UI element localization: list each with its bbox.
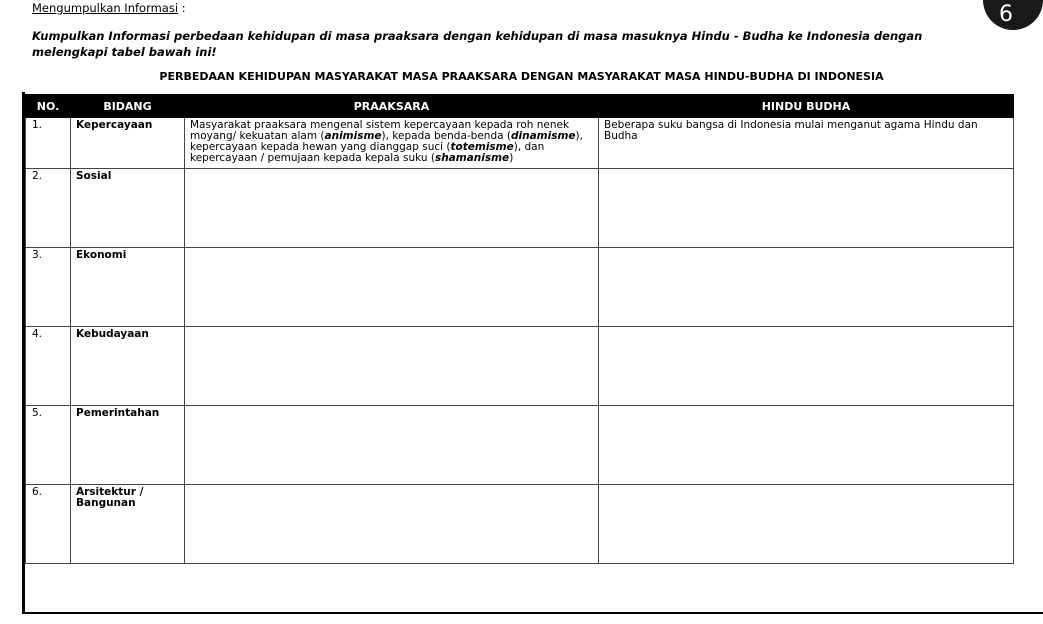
table-row <box>26 485 1014 564</box>
row-praaksara[interactable] <box>185 327 599 406</box>
row-bidang: Pemerintahan <box>71 406 185 485</box>
row-number: 2. <box>26 169 71 248</box>
row-praaksara[interactable] <box>185 248 599 327</box>
instruction-text: Kumpulkan Informasi perbedaan kehidupan di masa praaksara dengan kehidupan di masa masuknya Hindu - Budha ke Indonesia dengan melengkapi tabel bawah ini! <box>32 29 923 59</box>
row-bidang: Kepercayaan <box>71 118 185 169</box>
frame-bottom-border <box>22 612 1043 614</box>
praaksara-text: ), kepada benda-benda ( <box>381 130 511 142</box>
praaksara-text: ), dan kepercayaan / pemujaan kepada kepala suku ( <box>190 141 545 164</box>
row-bidang: Ekonomi <box>71 248 185 327</box>
column-header-bidang: BIDANG <box>71 95 185 118</box>
table-row <box>26 248 1014 327</box>
section-heading-text: Mengumpulkan Informasi <box>32 1 179 15</box>
row-number: 3. <box>26 248 71 327</box>
page-number-badge <box>983 0 1043 30</box>
praaksara-text: ) <box>509 152 514 164</box>
page-number: 6 <box>999 2 1013 27</box>
row-number: 5. <box>26 406 71 485</box>
row-hindu-budha[interactable] <box>599 485 1014 564</box>
comparison-table <box>25 94 1014 564</box>
table-row <box>26 327 1014 406</box>
term-shamanisme: shamanisme <box>434 152 510 164</box>
table-title: PERBEDAAN KEHIDUPAN MASYARAKAT MASA PRAAKSARA DENGAN MASYARAKAT MASA HINDU-BUDHA DI INDONESIA <box>159 70 884 83</box>
table-row <box>26 406 1014 485</box>
column-header-no: NO. <box>26 95 71 118</box>
row-praaksara[interactable] <box>185 406 599 485</box>
term-totemisme: totemisme <box>450 141 514 153</box>
praaksara-text: Masyarakat praaksara mengenal sistem kepercayaan kepada roh nenek moyang/ kekuatan alam ( <box>190 119 570 142</box>
section-heading-colon: : <box>178 1 186 15</box>
row-number: 4. <box>26 327 71 406</box>
table-header-row <box>26 95 1014 118</box>
row-bidang: Sosial <box>71 169 185 248</box>
table-row <box>26 118 1014 169</box>
praaksara-text: ), kepercayaan kepada hewan yang dianggap suci ( <box>190 130 583 153</box>
row-praaksara[interactable] <box>185 169 599 248</box>
row-hindu-budha[interactable] <box>599 406 1014 485</box>
row-number: 1. <box>26 118 71 169</box>
row-praaksara[interactable] <box>185 118 599 169</box>
section-heading <box>32 1 186 15</box>
term-dinamisme: dinamisme <box>511 130 576 142</box>
term-animisme: animisme <box>324 130 382 142</box>
row-bidang: Kebudayaan <box>71 327 185 406</box>
row-hindu-budha[interactable] <box>599 169 1014 248</box>
column-header-praaksara: PRAAKSARA <box>185 95 599 118</box>
column-header-hindu-budha: HINDU BUDHA <box>599 95 1014 118</box>
table-row <box>26 169 1014 248</box>
row-praaksara[interactable] <box>185 485 599 564</box>
row-number: 6. <box>26 485 71 564</box>
row-bidang: Arsitektur / Bangunan <box>71 485 185 564</box>
row-hindu-budha[interactable] <box>599 327 1014 406</box>
row-hindu-budha[interactable] <box>599 248 1014 327</box>
row-hindu-budha[interactable]: Beberapa suku bangsa di Indonesia mulai menganut agama Hindu dan Budha <box>599 118 1014 169</box>
